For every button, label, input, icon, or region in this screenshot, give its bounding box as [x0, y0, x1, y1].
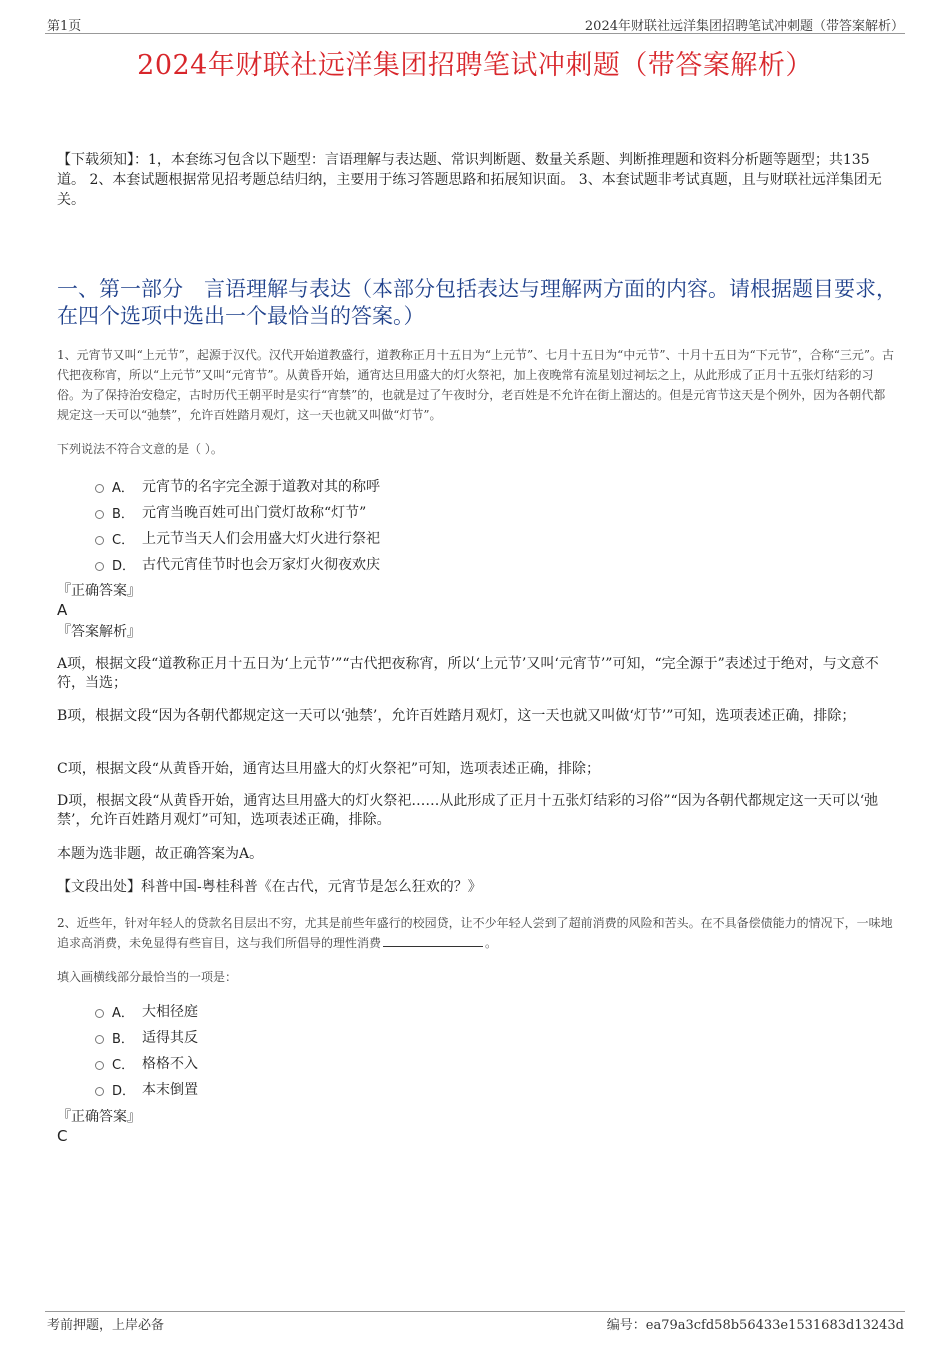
option-text: 适得其反 — [142, 1030, 198, 1046]
q1-answer-label: 『正确答案』 — [57, 583, 141, 599]
option-text: 格格不入 — [142, 1056, 198, 1072]
q2-option-c[interactable] — [95, 1050, 198, 1076]
q2-option-a[interactable] — [95, 998, 198, 1024]
q2-prompt: 填入画横线部分最恰当的一项是： — [57, 970, 238, 984]
option-letter: C． — [112, 1057, 135, 1073]
q1-option-a[interactable] — [95, 473, 380, 499]
q1-options — [95, 473, 380, 577]
footer-slogan: 考前押题，上岸必备 — [47, 1318, 165, 1333]
option-text: 大相径庭 — [142, 1004, 198, 1020]
page-number: 第1页 — [47, 19, 82, 34]
option-text: 古代元宵佳节时也会万家灯火彻夜欢庆 — [142, 557, 380, 573]
q2-passage-end: 。 — [485, 936, 498, 950]
q2-answer: C — [57, 1127, 68, 1145]
q1-analysis-c: C项，根据文段“从黄昏开始，通宵达旦用盛大的灯火祭祀”可知，选项表述正确，排除； — [57, 761, 601, 777]
radio-icon[interactable] — [95, 1087, 104, 1096]
q1-source: 【文段出处】科普中国-粤桂科普《在古代，元宵节是怎么狂欢的？》 — [57, 879, 482, 895]
option-text: 上元节当天人们会用盛大灯火进行祭祀 — [142, 531, 380, 547]
option-letter: D． — [112, 1083, 136, 1099]
q1-conclusion: 本题为选非题，故正确答案为A。 — [57, 846, 264, 862]
q2-option-d[interactable] — [95, 1076, 198, 1102]
footer-serial-number: 编号：ea79a3cfd58b56433e1531683d13243d — [606, 1318, 904, 1333]
option-letter: A． — [112, 480, 134, 496]
q1-option-c[interactable] — [95, 525, 380, 551]
q1-analysis-a: A项，根据文段“道教称正月十五日为‘上元节’”“古代把夜称宵，所以‘上元节’又叫‘元宵节’”可知，“完全源于”表述过于绝对，与文意不符，当选； — [57, 656, 879, 691]
q2-options — [95, 998, 198, 1102]
q2-passage — [57, 913, 897, 953]
option-letter: B． — [112, 506, 134, 522]
q1-answer: A — [57, 601, 68, 619]
running-header-title: 2024年财联社远洋集团招聘笔试冲刺题（带答案解析） — [584, 19, 904, 34]
option-text: 元宵节的名字完全源于道教对其的称呼 — [142, 479, 380, 495]
radio-icon[interactable] — [95, 536, 104, 545]
option-letter: B． — [112, 1031, 134, 1047]
option-letter: D． — [112, 558, 136, 574]
q1-option-b[interactable] — [95, 499, 380, 525]
header-divider — [45, 33, 905, 34]
radio-icon[interactable] — [95, 1061, 104, 1070]
q1-analysis-label: 『答案解析』 — [57, 624, 141, 640]
radio-icon[interactable] — [95, 1009, 104, 1018]
footer-divider — [45, 1311, 905, 1312]
q2-option-b[interactable] — [95, 1024, 198, 1050]
q1-prompt: 下列说法不符合文意的是（ ）。 — [57, 442, 223, 456]
q1-analysis-d: D项，根据文段“从黄昏开始，通宵达旦用盛大的灯火祭祀……从此形成了正月十五张灯结彩的习俗”“因为各朝代都规定这一天可以‘弛禁’，允许百姓踏月观灯”可知，选项表述正确，排除。 — [57, 793, 879, 828]
q2-passage-text: 2、近些年，针对年轻人的贷款名目层出不穷，尤其是前些年盛行的校园贷，让不少年轻人尝到了超前消费的风险和苦头。在不具备偿债能力的情况下，一味地追求高消费，未免显得有些盲目，这与我们所倡导的理性消费 — [57, 916, 893, 950]
section-heading: 一、第一部分 言语理解与表达（本部分包括表达与理解两方面的内容。请根据题目要求，在四个选项中选出一个最恰当的答案。） — [57, 277, 897, 328]
radio-icon[interactable] — [95, 484, 104, 493]
fill-in-blank[interactable] — [383, 935, 483, 947]
option-letter: C． — [112, 532, 135, 548]
q1-analysis-b: B项，根据文段“因为各朝代都规定这一天可以‘弛禁’，允许百姓踏月观灯，这一天也就又叫做‘灯节’”可知，选项表述正确，排除； — [57, 708, 856, 724]
q1-option-d[interactable] — [95, 551, 380, 577]
q1-passage: 1、元宵节又叫“上元节”，起源于汉代。汉代开始道教盛行，道教称正月十五日为“上元节”、七月十五日为“中元节”、十月十五日为“下元节”，合称“三元”。古代把夜称宵，所以“上元节”又叫“元宵节”。从黄昏开始，通宵达旦用盛大的灯火祭祀，加上夜晚常有流星划过祠坛之上，从此形成了正月十五张灯结彩的习俗。为了保持治安稳定，古时历代王朝平时是实行“宵禁”的，也就是过了午夜时分，老百姓是不允许在街上溜达的。但是元宵节这天是个例外，因为各朝代都规定这一天可以“弛禁”，允许百姓踏月观灯，这一天也就又叫做“灯节”。 — [57, 348, 894, 422]
option-text: 本末倒置 — [142, 1082, 198, 1098]
radio-icon[interactable] — [95, 510, 104, 519]
download-notice: 【下载须知】：1，本套练习包含以下题型：言语理解与表达题、常识判断题、数量关系题、判断推理题和资料分析题等题型；共135道。 2、本套试题根据常见招考题总结归纳，主要用于练习答题思路和拓展知识面。 3、本套试题非考试真题，且与财联社远洋集团无关。 — [57, 152, 882, 208]
radio-icon[interactable] — [95, 562, 104, 571]
option-letter: A． — [112, 1005, 134, 1021]
document-title: 2024年财联社远洋集团招聘笔试冲刺题（带答案解析） — [137, 50, 813, 81]
q2-answer-label: 『正确答案』 — [57, 1109, 141, 1125]
radio-icon[interactable] — [95, 1035, 104, 1044]
option-text: 元宵当晚百姓可出门赏灯故称“灯节” — [142, 505, 367, 521]
